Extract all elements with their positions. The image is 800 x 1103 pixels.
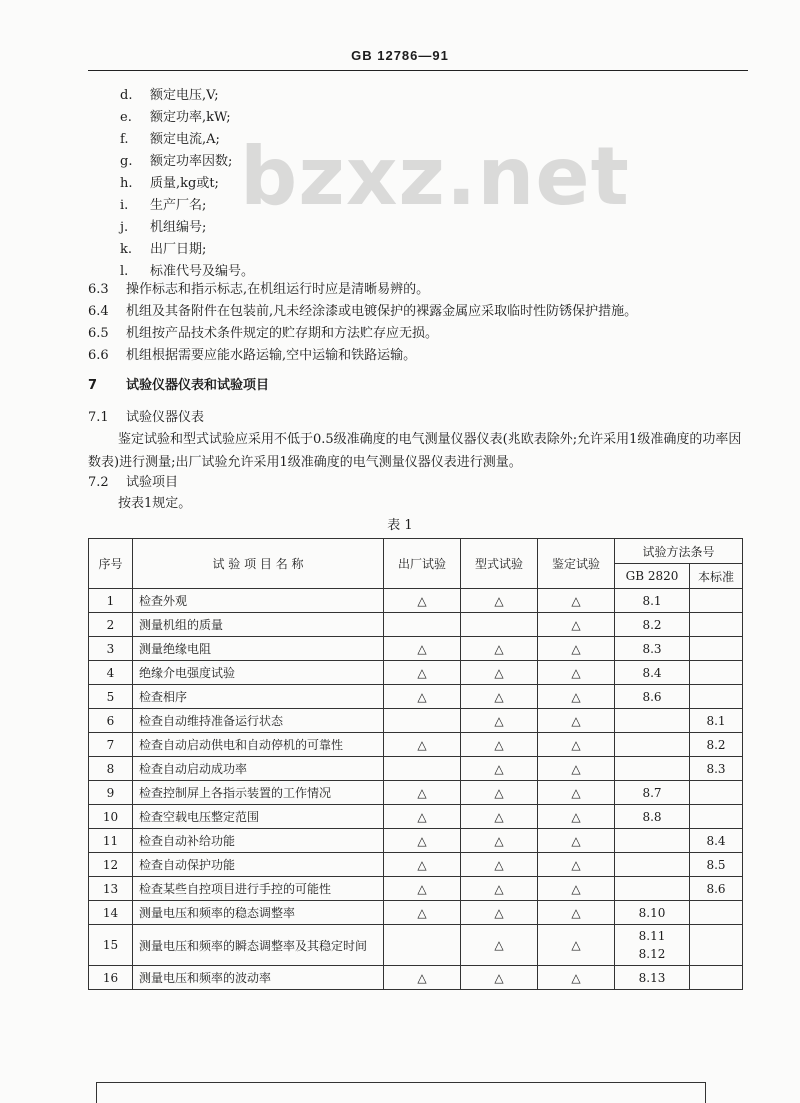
cell-name: 检查自动保护功能 <box>133 853 384 877</box>
table-row <box>89 685 743 709</box>
clause <box>88 304 637 320</box>
header-seq: 序号 <box>89 539 133 589</box>
list-item-text: 额定电压,V; <box>150 88 219 103</box>
cell-this-standard <box>690 781 743 805</box>
cell-seq: 1 <box>89 589 133 613</box>
cell-type-test: △ <box>461 709 538 733</box>
cell-seq: 11 <box>89 829 133 853</box>
list-item <box>120 198 206 214</box>
list-item <box>120 110 231 126</box>
table-row <box>89 853 743 877</box>
table-row <box>89 637 743 661</box>
section-title: 试验仪器仪表和试验项目 <box>126 378 270 393</box>
cell-gb2820 <box>615 733 690 757</box>
list-item-label: f. <box>120 132 129 147</box>
page-header: GB 12786—91 <box>351 48 449 63</box>
cell-this-standard: 8.6 <box>690 877 743 901</box>
watermark: bzxz.net <box>240 130 630 223</box>
list-item <box>120 88 219 104</box>
table-row <box>89 877 743 901</box>
cell-factory-test: △ <box>384 829 461 853</box>
cell-name: 检查自动维持准备运行状态 <box>133 709 384 733</box>
clause-text: 操作标志和指示标志,在机组运行时应是清晰易辨的。 <box>126 282 430 297</box>
cell-seq: 6 <box>89 709 133 733</box>
cell-appraisal-test: △ <box>538 966 615 990</box>
cell-factory-test: △ <box>384 877 461 901</box>
clause-text: 机组根据需要应能水路运输,空中运输和铁路运输。 <box>126 348 417 363</box>
cell-appraisal-test: △ <box>538 613 615 637</box>
cell-name: 测量机组的质量 <box>133 613 384 637</box>
clause-number: 6.5 <box>88 326 109 341</box>
table-row <box>89 805 743 829</box>
header-this-standard: 本标准 <box>690 564 743 589</box>
header-appraisal-test: 鉴定试验 <box>538 539 615 589</box>
table-row <box>89 589 743 613</box>
cell-gb2820: 8.3 <box>615 637 690 661</box>
cell-appraisal-test: △ <box>538 925 615 966</box>
cell-factory-test: △ <box>384 589 461 613</box>
cell-this-standard <box>690 805 743 829</box>
clause-text: 机组及其备附件在包装前,凡未经涂漆或电镀保护的裸露金属应采取临时性防锈保护措施。 <box>126 304 638 319</box>
clause-number: 7.2 <box>88 475 109 490</box>
cell-gb2820: 8.8 <box>615 805 690 829</box>
cell-type-test <box>461 613 538 637</box>
cell-this-standard: 8.1 <box>690 709 743 733</box>
cell-gb2820 <box>615 829 690 853</box>
cell-factory-test: △ <box>384 966 461 990</box>
cell-factory-test <box>384 925 461 966</box>
cell-appraisal-test: △ <box>538 805 615 829</box>
cell-factory-test: △ <box>384 733 461 757</box>
list-item-label: l. <box>120 264 129 279</box>
cell-name: 测量电压和频率的稳态调整率 <box>133 901 384 925</box>
cell-type-test: △ <box>461 805 538 829</box>
section-number: 7 <box>88 378 98 393</box>
cell-factory-test: △ <box>384 637 461 661</box>
table-title: 表 1 <box>387 518 413 533</box>
list-item-text: 出厂日期; <box>150 242 207 257</box>
table-row <box>89 781 743 805</box>
footer-box <box>96 1082 706 1103</box>
cell-this-standard <box>690 637 743 661</box>
cell-name: 检查自动补给功能 <box>133 829 384 853</box>
clause-number: 6.4 <box>88 304 109 319</box>
clause-number: 6.3 <box>88 282 109 297</box>
table-row <box>89 925 743 966</box>
cell-gb2820: 8.2 <box>615 613 690 637</box>
cell-seq: 8 <box>89 757 133 781</box>
cell-name: 测量电压和频率的瞬态调整率及其稳定时间 <box>133 925 384 966</box>
cell-gb2820 <box>615 925 690 966</box>
cell-factory-test: △ <box>384 805 461 829</box>
cell-gb2820: 8.7 <box>615 781 690 805</box>
cell-factory-test: △ <box>384 901 461 925</box>
cell-appraisal-test: △ <box>538 685 615 709</box>
cell-type-test: △ <box>461 966 538 990</box>
clause-number: 6.6 <box>88 348 109 363</box>
list-item-text: 额定功率,kW; <box>150 110 231 125</box>
cell-gb2820 <box>615 709 690 733</box>
clause-title: 试验仪器仪表 <box>126 410 205 425</box>
list-item-text: 额定功率因数; <box>150 154 233 169</box>
cell-this-standard: 8.4 <box>690 829 743 853</box>
list-item <box>120 242 206 258</box>
cell-type-test: △ <box>461 829 538 853</box>
table-row <box>89 661 743 685</box>
cell-type-test: △ <box>461 877 538 901</box>
list-item-label: h. <box>120 176 133 191</box>
header-name: 试 验 项 目 名 称 <box>133 539 384 589</box>
cell-type-test: △ <box>461 637 538 661</box>
test-items-table <box>88 538 743 990</box>
clause-title: 试验项目 <box>126 475 179 490</box>
list-item-text: 质量,kg或t; <box>150 176 219 191</box>
cell-name: 绝缘介电强度试验 <box>133 661 384 685</box>
list-item-label: e. <box>120 110 132 125</box>
cell-gb2820 <box>615 877 690 901</box>
list-item-label: j. <box>120 220 129 235</box>
cell-type-test: △ <box>461 733 538 757</box>
cell-seq: 10 <box>89 805 133 829</box>
cell-gb2820-line: 8.12 <box>638 947 666 961</box>
cell-seq: 3 <box>89 637 133 661</box>
list-item-text: 标准代号及编号。 <box>150 264 255 279</box>
cell-gb2820: 8.6 <box>615 685 690 709</box>
cell-name: 检查自动启动成功率 <box>133 757 384 781</box>
cell-type-test: △ <box>461 925 538 966</box>
cell-factory-test: △ <box>384 685 461 709</box>
list-item-text: 机组编号; <box>150 220 207 235</box>
cell-this-standard <box>690 613 743 637</box>
clause-7-2-heading <box>88 475 178 491</box>
cell-appraisal-test: △ <box>538 757 615 781</box>
cell-seq: 12 <box>89 853 133 877</box>
clause-7-1-heading <box>88 410 204 426</box>
section-7-heading <box>88 378 269 394</box>
table-row <box>89 709 743 733</box>
cell-name: 测量绝缘电阻 <box>133 637 384 661</box>
clause-7-1-paragraph: 鉴定试验和型式试验应采用不低于0.5级准确度的电气测量仪器仪表(兆欧表除外;允许采用1级准确度的功率因数表)进行测量;出厂试验允许采用1级准确度的电气测量仪器仪表进行测量。 <box>88 432 742 470</box>
cell-this-standard: 8.3 <box>690 757 743 781</box>
cell-name: 检查某些自控项目进行手控的可能性 <box>133 877 384 901</box>
table-row <box>89 966 743 990</box>
cell-seq: 5 <box>89 685 133 709</box>
cell-type-test: △ <box>461 853 538 877</box>
cell-appraisal-test: △ <box>538 853 615 877</box>
header-factory-test: 出厂试验 <box>384 539 461 589</box>
table-row <box>89 829 743 853</box>
cell-name: 检查外观 <box>133 589 384 613</box>
cell-this-standard <box>690 966 743 990</box>
clause <box>88 282 429 298</box>
cell-seq: 15 <box>89 925 133 966</box>
cell-factory-test: △ <box>384 853 461 877</box>
cell-this-standard <box>690 901 743 925</box>
cell-gb2820 <box>615 757 690 781</box>
list-item-label: k. <box>120 242 133 257</box>
cell-gb2820: 8.13 <box>615 966 690 990</box>
list-item-text: 额定电流,A; <box>150 132 220 147</box>
cell-type-test: △ <box>461 589 538 613</box>
list-item-label: i. <box>120 198 129 213</box>
list-item-label: d. <box>120 88 133 103</box>
cell-appraisal-test: △ <box>538 589 615 613</box>
cell-type-test: △ <box>461 901 538 925</box>
cell-type-test: △ <box>461 757 538 781</box>
cell-seq: 9 <box>89 781 133 805</box>
cell-appraisal-test: △ <box>538 709 615 733</box>
cell-type-test: △ <box>461 685 538 709</box>
header-gb2820: GB 2820 <box>615 564 690 589</box>
cell-appraisal-test: △ <box>538 781 615 805</box>
cell-seq: 16 <box>89 966 133 990</box>
cell-factory-test: △ <box>384 781 461 805</box>
cell-gb2820: 8.4 <box>615 661 690 685</box>
cell-name: 检查控制屏上各指示装置的工作情况 <box>133 781 384 805</box>
cell-appraisal-test: △ <box>538 733 615 757</box>
cell-factory-test <box>384 709 461 733</box>
cell-seq: 13 <box>89 877 133 901</box>
list-item-text: 生产厂名; <box>150 198 207 213</box>
cell-this-standard: 8.5 <box>690 853 743 877</box>
cell-name: 测量电压和频率的波动率 <box>133 966 384 990</box>
clause <box>88 326 438 342</box>
cell-factory-test <box>384 757 461 781</box>
cell-appraisal-test: △ <box>538 877 615 901</box>
cell-seq: 14 <box>89 901 133 925</box>
cell-gb2820: 8.10 <box>615 901 690 925</box>
header-method-clause: 试验方法条号 <box>615 539 743 564</box>
cell-factory-test <box>384 613 461 637</box>
table-row <box>89 757 743 781</box>
clause-text: 机组按产品技术条件规定的贮存期和方法贮存应无损。 <box>126 326 439 341</box>
clause-number: 7.1 <box>88 410 109 425</box>
header-rule <box>88 70 748 71</box>
cell-type-test: △ <box>461 781 538 805</box>
table-row <box>89 733 743 757</box>
clause <box>88 348 416 364</box>
cell-appraisal-test: △ <box>538 829 615 853</box>
table-row <box>89 901 743 925</box>
header-type-test: 型式试验 <box>461 539 538 589</box>
cell-gb2820: 8.1 <box>615 589 690 613</box>
cell-this-standard <box>690 661 743 685</box>
list-item <box>120 220 206 236</box>
cell-this-standard <box>690 589 743 613</box>
cell-name: 检查空载电压整定范围 <box>133 805 384 829</box>
cell-factory-test: △ <box>384 661 461 685</box>
list-item <box>120 264 254 280</box>
cell-appraisal-test: △ <box>538 901 615 925</box>
clause-7-2-paragraph: 按表1规定。 <box>118 496 192 511</box>
list-item <box>120 154 232 170</box>
cell-name: 检查相序 <box>133 685 384 709</box>
cell-gb2820 <box>615 853 690 877</box>
cell-appraisal-test: △ <box>538 661 615 685</box>
cell-this-standard <box>690 685 743 709</box>
table-row <box>89 613 743 637</box>
cell-type-test: △ <box>461 661 538 685</box>
cell-name: 检查自动启动供电和自动停机的可靠性 <box>133 733 384 757</box>
cell-seq: 4 <box>89 661 133 685</box>
cell-seq: 2 <box>89 613 133 637</box>
list-item <box>120 132 220 148</box>
list-item-label: g. <box>120 154 133 169</box>
cell-appraisal-test: △ <box>538 637 615 661</box>
cell-this-standard <box>690 925 743 966</box>
cell-gb2820-line: 8.11 <box>638 929 666 943</box>
list-item <box>120 176 219 192</box>
cell-seq: 7 <box>89 733 133 757</box>
cell-this-standard: 8.2 <box>690 733 743 757</box>
